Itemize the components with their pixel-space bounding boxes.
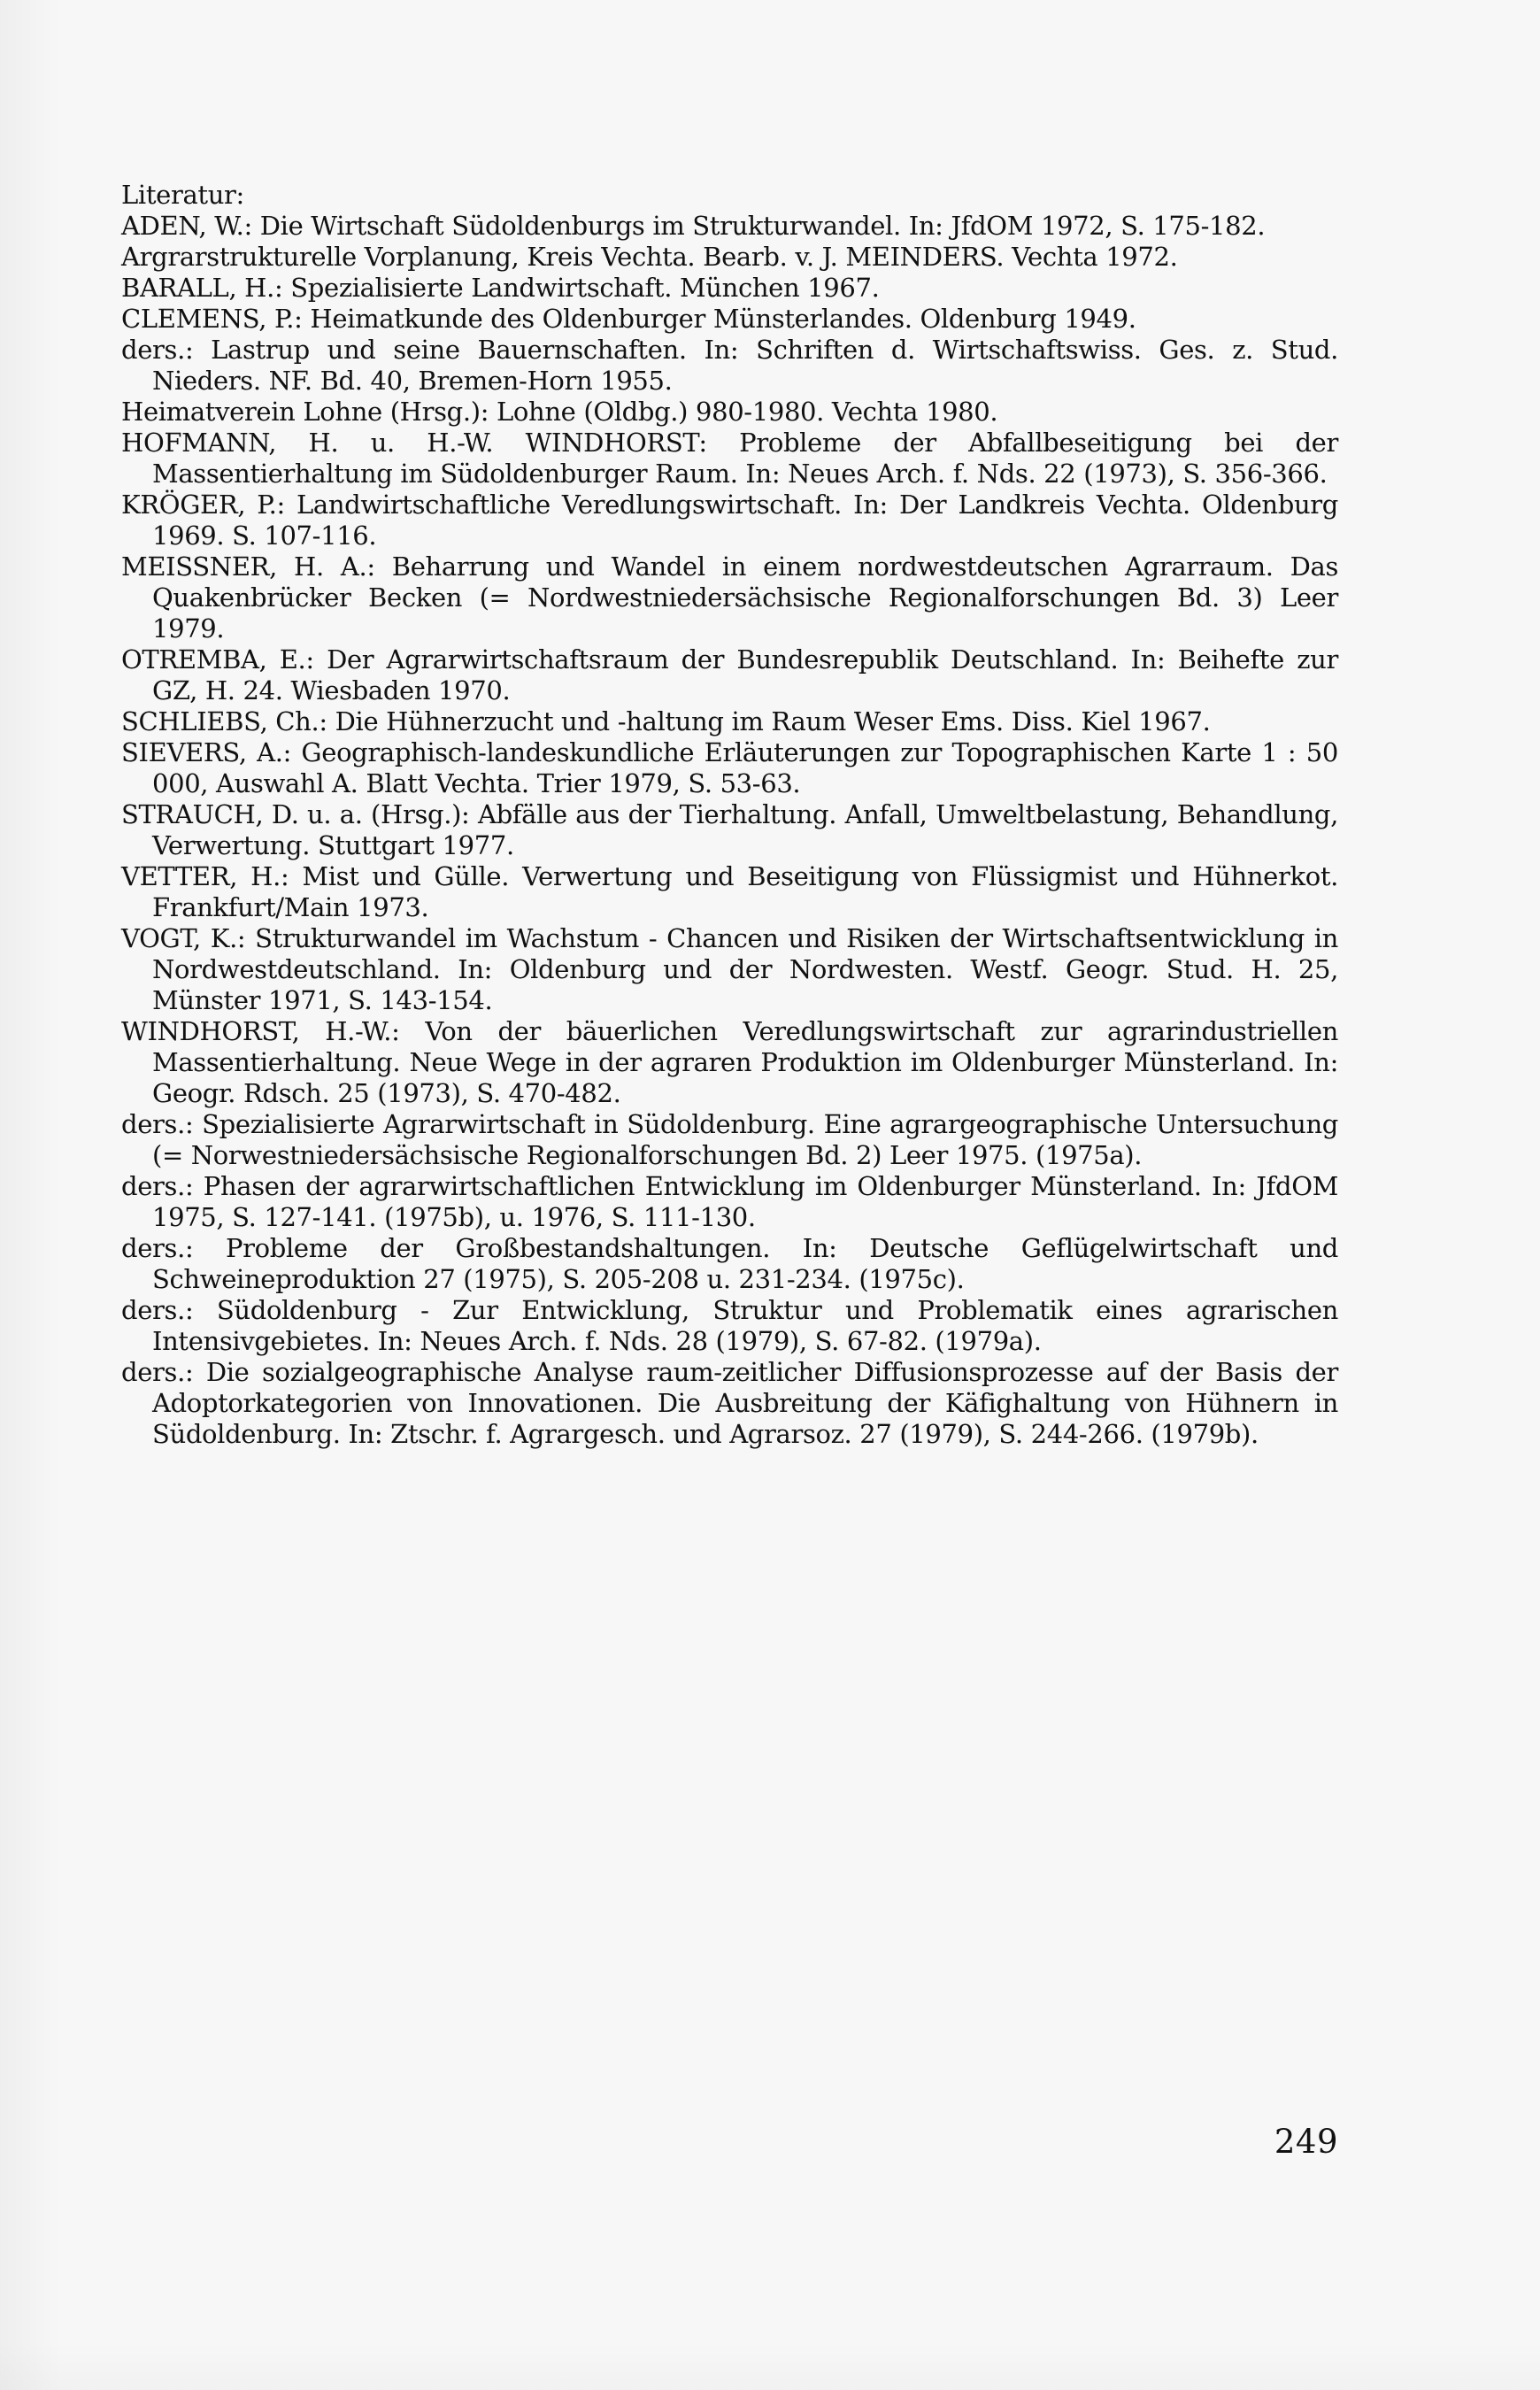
page-bottom-shadow bbox=[0, 2341, 1540, 2390]
bibliography-entry: ADEN, W.: Die Wirtschaft Südoldenburgs im Strukturwandel. In: JfdOM 1972, S. 175-182. bbox=[121, 211, 1266, 241]
bibliography-entry: ders.: Probleme der Großbestandshaltungen. In: Deutsche Geflügelwirtschaft und Schweineproduktion 27 (1975), S. 205-208 u. 231-234. (1975c). bbox=[121, 1233, 1338, 1294]
bibliography-entry: ders.: Phasen der agrarwirtschaftlichen Entwicklung im Oldenburger Münsterland. In: JfdOM 1975, S. 127-141. (1975b), u. 1976, S. 111-130. bbox=[121, 1171, 1338, 1232]
bibliography-entry: CLEMENS, P.: Heimatkunde des Oldenburger Münsterlandes. Oldenburg 1949. bbox=[121, 304, 1136, 334]
bibliography-entry: OTREMBA, E.: Der Agrarwirtschaftsraum der Bundesrepublik Deutschland. In: Beihefte zur GZ, H. 24. Wiesbaden 1970. bbox=[121, 644, 1338, 705]
bibliography-entry: KRÖGER, P.: Landwirtschaftliche Veredlungswirtschaft. In: Der Landkreis Vechta. Oldenburg 1969. S. 107-116. bbox=[121, 490, 1338, 551]
bibliography-entry: ders.: Die sozialgeographische Analyse raum-zeitlicher Diffusionsprozesse auf der Basis der Adoptorkategorien von Innovationen. Die Ausbreitung der Käfighaltung von Hühnern in Südoldenburg. In: Ztschr. f. Agrargesch. und Agrarsoz. 27 (1979), S. 244-266. (1979b). bbox=[121, 1357, 1338, 1449]
bibliography-entry: MEISSNER, H. A.: Beharrung und Wandel in einem nordwestdeutschen Agrarraum. Das Quakenbrücker Becken (= Nordwestniedersächsische Regionalforschungen Bd. 3) Leer 1979. bbox=[121, 551, 1338, 644]
bibliography-entry: WINDHORST, H.-W.: Von der bäuerlichen Veredlungswirtschaft zur agrarindustriellen Massentierhaltung. Neue Wege in der agraren Produktion im Oldenburger Münsterland. In: Geogr. Rdsch. 25 (1973), S. 470-482. bbox=[121, 1016, 1338, 1108]
bibliography-section bbox=[121, 180, 1338, 1450]
page-number: 249 bbox=[1274, 2123, 1338, 2161]
bibliography-entry: ders.: Lastrup und seine Bauernschaften. In: Schriften d. Wirtschaftswiss. Ges. z. Stud. Nieders. NF. Bd. 40, Bremen-Horn 1955. bbox=[121, 335, 1338, 396]
bibliography-entry: BARALL, H.: Spezialisierte Landwirtschaft. München 1967. bbox=[121, 273, 880, 303]
bibliography-entry: VOGT, K.: Strukturwandel im Wachstum - Chancen und Risiken der Wirtschaftsentwicklung in Nordwestdeutschland. In: Oldenburg und der Nordwesten. Westf. Geogr. Stud. H. 25, Münster 1971, S. 143-154. bbox=[121, 923, 1338, 1015]
bibliography-entry: SCHLIEBS, Ch.: Die Hühnerzucht und -haltung im Raum Weser Ems. Diss. Kiel 1967. bbox=[121, 706, 1211, 736]
bibliography-entry: Heimatverein Lohne (Hrsg.): Lohne (Oldbg.) 980-1980. Vechta 1980. bbox=[121, 397, 998, 427]
bibliography-entry: Argrarstrukturelle Vorplanung, Kreis Vechta. Bearb. v. J. MEINDERS. Vechta 1972. bbox=[121, 242, 1178, 272]
bibliography-entry: HOFMANN, H. u. H.-W. WINDHORST: Probleme der Abfallbeseitigung bei der Massentierhaltung im Südoldenburger Raum. In: Neues Arch. f. Nds. 22 (1973), S. 356-366. bbox=[121, 428, 1338, 489]
bibliography-entry: ders.: Südoldenburg - Zur Entwicklung, Struktur und Problematik eines agrarischen Intensivgebietes. In: Neues Arch. f. Nds. 28 (1979), S. 67-82. (1979a). bbox=[121, 1295, 1338, 1356]
page-edge-shadow bbox=[0, 0, 62, 2390]
bibliography-entry: STRAUCH, D. u. a. (Hrsg.): Abfälle aus der Tierhaltung. Anfall, Umweltbelastung, Behandlung, Verwertung. Stuttgart 1977. bbox=[121, 799, 1338, 860]
bibliography-entry: ders.: Spezialisierte Agrarwirtschaft in Südoldenburg. Eine agrargeographische Untersuchung (= Norwestniedersächsische Regionalforschungen Bd. 2) Leer 1975. (1975a). bbox=[121, 1109, 1338, 1170]
bibliography-heading: Literatur: bbox=[121, 180, 244, 210]
bibliography-entry: VETTER, H.: Mist und Gülle. Verwertung und Beseitigung von Flüssigmist und Hühnerkot. Frankfurt/Main 1973. bbox=[121, 861, 1338, 922]
bibliography-list bbox=[121, 211, 1338, 1450]
bibliography-entry: SIEVERS, A.: Geographisch-landeskundliche Erläuterungen zur Topographischen Karte 1 : 50 000, Auswahl A. Blatt Vechta. Trier 1979, S. 53-63. bbox=[121, 737, 1338, 798]
